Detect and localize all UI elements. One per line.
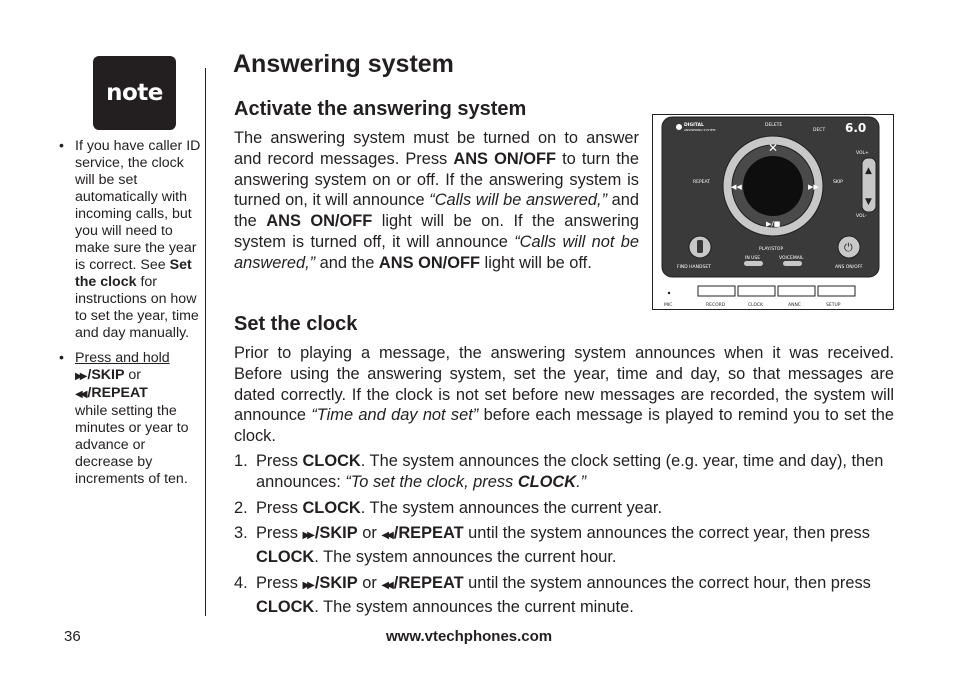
note-bullet-caller-id: • If you have caller ID service, the clock will be set automatically with incoming calls, but you will need to make sure the year is correct. See Set the clock for instructions on how to set the year, time and day manually. <box>58 138 203 342</box>
vol-down-icon: ▼ <box>865 197 872 207</box>
activate-paragraph: The answering system must be turned on to answer and record messages. Press ANS ON/OFF to turn the answering system on or off. If the answering system is turned on, it will announce “Calls will be answered,” and the ANS ON/OFF light will be on. If the answering system is turned off, it will announce “Calls will not be answered,” and the ANS ON/OFF light will be off. <box>234 129 640 272</box>
device-label-voicemail: VOICEMAIL <box>779 256 804 261</box>
device-label-record: RECORD <box>706 303 726 308</box>
device-brand-sub: ANSWERING SYSTEM <box>684 128 716 132</box>
device-repeat-icon: ◀◀ <box>731 183 742 191</box>
step-4: 4. Press ▶▶ /SKIP or ◀◀ /REPEAT until the system announces the correct hour, then press CLOCK. The system announces the current minute. <box>234 573 871 616</box>
device-label-repeat: REPEAT <box>693 180 711 185</box>
device-label-find-handset: FIND HANDSET <box>677 265 711 270</box>
device-label-clock: CLOCK <box>748 303 764 308</box>
page-number: 36 <box>64 628 81 645</box>
note-badge: note <box>93 56 176 130</box>
step-3: 3. Press ▶▶ /SKIP or ◀◀ /REPEAT until the system announces the correct year, then press CLOCK. The system announces the current hour. <box>234 524 870 567</box>
device-clock-button <box>738 286 775 296</box>
device-label-setup: SETUP <box>826 303 841 308</box>
note-bullet-press-hold: • Press and hold ▶▶ /SKIP or ◀◀ /REPEAT while setting the minutes or year to advance or decrease by increments of ten. <box>58 350 203 488</box>
device-label-annc: ANNC <box>788 303 801 308</box>
section-heading-set-clock: Set the clock <box>234 313 358 335</box>
footer-url[interactable]: www.vtechphones.com <box>386 628 553 645</box>
device-label-vol-down: VOL- <box>856 214 867 219</box>
skip-icon: ▶▶ <box>302 530 312 542</box>
device-skip-icon: ▶▶ <box>808 183 819 191</box>
device-label-skip: SKIP <box>833 180 843 185</box>
mic-icon <box>668 292 670 294</box>
device-label-vol-up: VOL+ <box>856 151 869 156</box>
device-dial-center <box>743 156 803 216</box>
step-1: 1. Press CLOCK. The system announces the clock setting (e.g. year, time and day), then announces: “To set the clock, press CLOCK.” <box>234 452 884 491</box>
vol-up-icon: ▲ <box>865 166 872 176</box>
set-clock-paragraph: Prior to playing a message, the answering system announces when it was received. Before using the answering system, set the year, time and day, so that messages are dated correctly. If the clock is not set before new messages are recorded, the system will announce “Time and day not set” before each message is played to remind you to set the clock. <box>234 344 894 446</box>
handset-icon <box>697 240 703 253</box>
device-setup-button <box>818 286 855 296</box>
device-voicemail-light <box>783 261 802 266</box>
page-title: Answering system <box>233 50 454 78</box>
repeat-icon: ◀◀ <box>381 530 391 542</box>
repeat-icon: ◀◀ <box>381 579 391 591</box>
device-label-ans-onoff: ANS ON/OFF <box>835 265 863 270</box>
answering-machine-illustration <box>652 114 894 310</box>
step-2: 2. Press CLOCK. The system announces the current year. <box>234 498 663 517</box>
sidebar-notes <box>58 138 203 496</box>
skip-icon: ▶▶ <box>75 371 85 382</box>
power-icon: ⏻ <box>844 241 853 254</box>
repeat-icon: ◀◀ <box>75 389 85 400</box>
device-annc-button <box>778 286 815 296</box>
device-dect: DECT <box>813 128 826 133</box>
device-label-in-use: IN USE <box>745 256 761 261</box>
section-heading-activate: Activate the answering system <box>234 98 527 120</box>
device-brand-icon <box>676 124 682 130</box>
device-record-button <box>698 286 735 296</box>
device-brand: DIGITAL <box>684 123 704 128</box>
device-label-play-stop: PLAY/STOP <box>759 247 784 252</box>
set-clock-steps <box>234 451 896 623</box>
device-in-use-light <box>744 261 763 266</box>
device-label-delete: DELETE <box>765 123 783 128</box>
device-label-mic: MIC <box>664 303 673 308</box>
delete-icon: ✕ <box>768 141 779 155</box>
device-dect-version: 6.0 <box>845 121 867 135</box>
skip-icon: ▶▶ <box>302 579 312 591</box>
column-divider <box>205 68 206 616</box>
play-stop-icon: ▶/■ <box>766 220 781 228</box>
set-the-clock-ref: Set the clock <box>75 257 192 290</box>
